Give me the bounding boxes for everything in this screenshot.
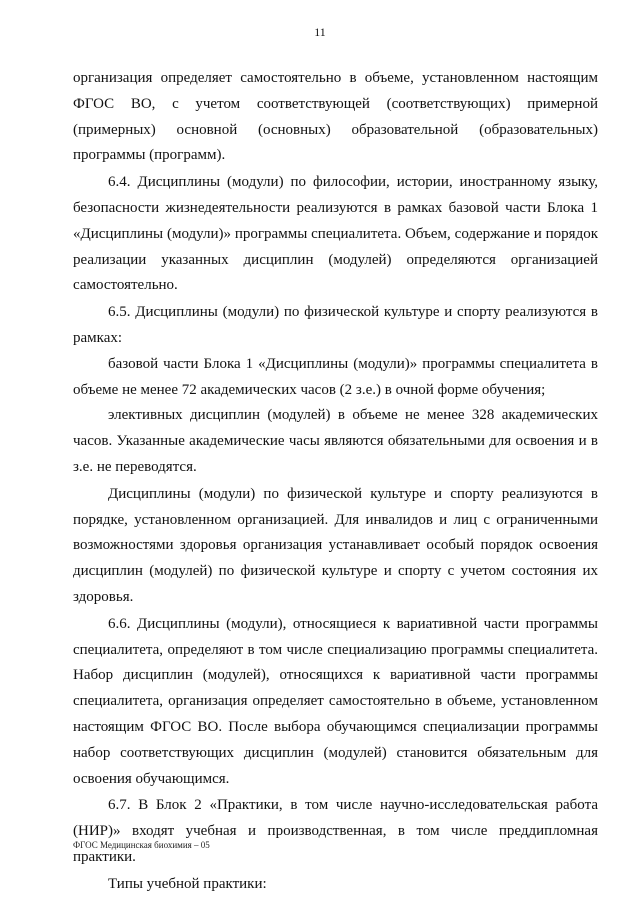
paragraph-elective: элективных дисциплин (модулей) в объеме не менее 328 академических часов. Указанные академические часы являются обязательными для освоения и в з.е. не переводятся.	[73, 407, 598, 475]
footer-note: ФГОС Медицинская биохимия – 05	[73, 840, 210, 850]
paragraph-6-7: 6.7. В Блок 2 «Практики, в том числе научно-исследовательская работа (НИР)» входят учебная и производственная, в том числе преддипломная практики.	[73, 797, 598, 865]
paragraph-6-6: 6.6. Дисциплины (модули), относящиеся к вариативной части программы специалитета, определяют в том числе специализацию программы специалитета. Набор дисциплин (модулей), относящихся к вариативной части программы специалитета, организация определяет самостоятельно в объеме, установленном настоящим ФГОС ВО. После выбора обучающимся специализации программы набор соответствующих дисциплин (модулей) становится обязательным для освоения обучающимся.	[73, 615, 598, 787]
page-number: 11	[314, 25, 326, 39]
paragraph-practice-types: Типы учебной практики:	[108, 875, 267, 892]
document-body	[73, 66, 598, 898]
paragraph-basic-part: базовой части Блока 1 «Дисциплины (модули)» программы специалитета в объеме не менее 72 академических часов (2 з.е.) в очной форме обучения;	[73, 355, 598, 398]
paragraph-continuation: организация определяет самостоятельно в объеме, установленном настоящим ФГОС ВО, с учетом соответствующей (соответствующих) примерной (примерных) основной (основных) образовательной (образовательных) программы (программ).	[73, 70, 598, 164]
paragraph-6-4: 6.4. Дисциплины (модули) по философии, истории, иностранному языку, безопасности жизнедеятельности реализуются в рамках базовой части Блока 1 «Дисциплины (модули)» программы специалитета. Объем, содержание и порядок реализации указанных дисциплин (модулей) определяются организацией самостоятельно.	[73, 174, 598, 294]
paragraph-disabilities: Дисциплины (модули) по физической культуре и спорту реализуются в порядке, установленном организацией. Для инвалидов и лиц с ограниченными возможностями здоровья организация устанавливает особый порядок освоения дисциплин (модулей) по физической культуре и спорту с учетом состояния их здоровья.	[73, 485, 598, 605]
paragraph-6-5: 6.5. Дисциплины (модули) по физической культуре и спорту реализуются в рамках:	[73, 304, 598, 346]
